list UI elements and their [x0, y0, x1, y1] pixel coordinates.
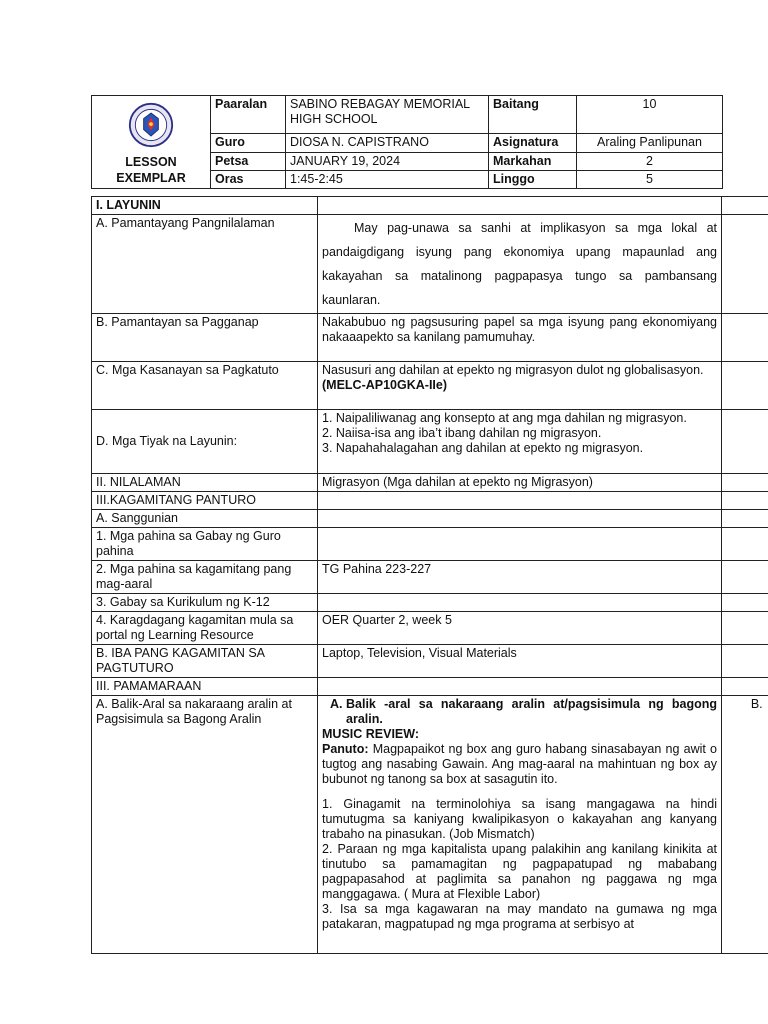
- label-pamamaraan: III. PAMAMARAAN: [92, 678, 318, 696]
- label-nilalaman: II. NILALAMAN: [92, 474, 318, 492]
- label-kagamitang-pang-mag-aaral: 2. Mga pahina sa kagamitang pang mag-aaral: [92, 561, 318, 594]
- label-kasanayan: C. Mga Kasanayan sa Pagkatuto: [92, 362, 318, 410]
- text-nilalaman: Migrasyon (Mga dahilan at epekto ng Migrasyon): [318, 474, 722, 492]
- text-pamantayan-sa-pagganap: Nakabubuo ng pagsusuring papel sa mga isyung pang ekonomiyang nakaaapekto sa kanilang pamumuhay.: [318, 314, 722, 362]
- value-asignatura: Araling Panlipunan: [577, 134, 723, 153]
- question-item: 3. Isa sa mga kagawaran na may mandato na gumawa ng mga patakaran, magpatupad ng mga programa at serbisyo at: [322, 902, 717, 931]
- text-pamantayang-pangnilalaman: May pag-unawa sa sanhi at implikasyon sa mga lokal at pandaigdigang isyung pang ekonomiya upang mapaunlad ang kakayahan sa matalinong pagpapasya tungo sa pambansang kaunlaran.: [322, 221, 717, 307]
- label-balik-aral: A. Balik-Aral sa nakaraang aralin at Pagsisimula sa Bagong Aralin: [92, 696, 318, 954]
- label-kagamitang-panturo: III.KAGAMITANG PANTURO: [92, 492, 318, 510]
- label-gabay-kurikulum: 3. Gabay sa Kurikulum ng K-12: [92, 594, 318, 612]
- text-oer: OER Quarter 2, week 5: [318, 612, 722, 645]
- question-item: 2. Paraan ng mga kapitalista upang palakihin ang kanilang kinikita at tinutubo sa pamamagitan ng pagpapatupad ng mababang pagpapasahod at paglimita sa panahon ng paggawa ng mga manggagawa. ( Mura at Flexible Labor): [322, 842, 717, 901]
- panuto-text: [322, 742, 717, 787]
- panuto-label: Panuto:: [322, 742, 369, 756]
- label-pamantayang-pangnilalaman: A. Pamantayang Pangnilalaman: [92, 215, 318, 314]
- label-markahan: Markahan: [489, 153, 577, 171]
- exemplar-label: EXEMPLAR: [116, 171, 186, 185]
- layunin-item: 3. Napahahalagahan ang dahilan at epekto ng migrasyon.: [322, 441, 644, 455]
- label-asignatura: Asignatura: [489, 134, 577, 153]
- panuto-body: Magpapaikot ng box ang guro habang sinasabayan ng awit o tugtog ang nasabing Gawain. Ang mag-aaral na mahintuan ng box ay bubunot ng tanong sa box at sasagutin ito.: [322, 742, 717, 786]
- label-linggo: Linggo: [489, 171, 577, 189]
- label-oras: Oras: [211, 171, 286, 189]
- label-sanggunian: A. Sanggunian: [92, 510, 318, 528]
- balik-aral-heading: A. Balik -aral sa nakaraang aralin at/pagsisimula ng bagong aralin.: [346, 697, 717, 727]
- label-paaralan: Paaralan: [211, 96, 286, 134]
- question-item: 1. Ginagamit na terminolohiya sa isang mangagawa na hindi tumutugma sa kaniyang kwalipikasyon o kakayahan ang kanyang trabaho na pinasukan. (Job Mismatch): [322, 797, 717, 841]
- value-petsa: JANUARY 19, 2024: [286, 153, 489, 171]
- value-guro: DIOSA N. CAPISTRANO: [286, 134, 489, 153]
- deped-seal-icon: [128, 102, 174, 148]
- text-kasanayan: Nasusuri ang dahilan at epekto ng migrasyon dulot ng globalisasyon.: [322, 363, 704, 377]
- text-iba-pang-kagamitan: Laptop, Television, Visual Materials: [318, 645, 722, 678]
- label-guro: Guro: [211, 134, 286, 153]
- layunin-item: 2. Naiisa-isa ang iba’t ibang dahilan ng migrasyon.: [322, 426, 602, 440]
- value-baitang: 10: [577, 96, 723, 134]
- lesson-label: LESSON: [125, 155, 177, 169]
- header-table: [91, 95, 723, 189]
- logo-cell: [92, 96, 211, 189]
- layunin-item: 1. Naipaliliwanag ang konsepto at ang mga dahilan ng migrasyon.: [322, 411, 687, 425]
- label-karagdagang-kagamitan: 4. Karagdagang kagamitan mula sa portal ng Learning Resource: [92, 612, 318, 645]
- section-layunin: I. LAYUNIN: [92, 197, 318, 215]
- value-oras: 1:45-2:45: [286, 171, 489, 189]
- label-pamantayan-sa-pagganap: B. Pamantayan sa Pagganap: [92, 314, 318, 362]
- label-gabay-guro: 1. Mga pahina sa Gabay ng Guro pahina: [92, 528, 318, 561]
- right-column-b: B.: [722, 696, 768, 954]
- value-paaralan: SABINO REBAGAY MEMORIAL HIGH SCHOOL: [286, 96, 489, 134]
- value-linggo: 5: [577, 171, 723, 189]
- music-review-label: MUSIC REVIEW:: [322, 727, 419, 741]
- label-iba-pang-kagamitan: B. IBA PANG KAGAMITAN SA PAGTUTURO: [92, 645, 318, 678]
- label-tiyak-na-layunin: D. Mga Tiyak na Layunin:: [92, 410, 318, 474]
- value-markahan: 2: [577, 153, 723, 171]
- melc-code: (MELC-AP10GKA-IIe): [322, 378, 448, 392]
- label-petsa: Petsa: [211, 153, 286, 171]
- text-tg-pahina: TG Pahina 223-227: [318, 561, 722, 594]
- label-baitang: Baitang: [489, 96, 577, 134]
- lesson-plan-table: [91, 196, 768, 954]
